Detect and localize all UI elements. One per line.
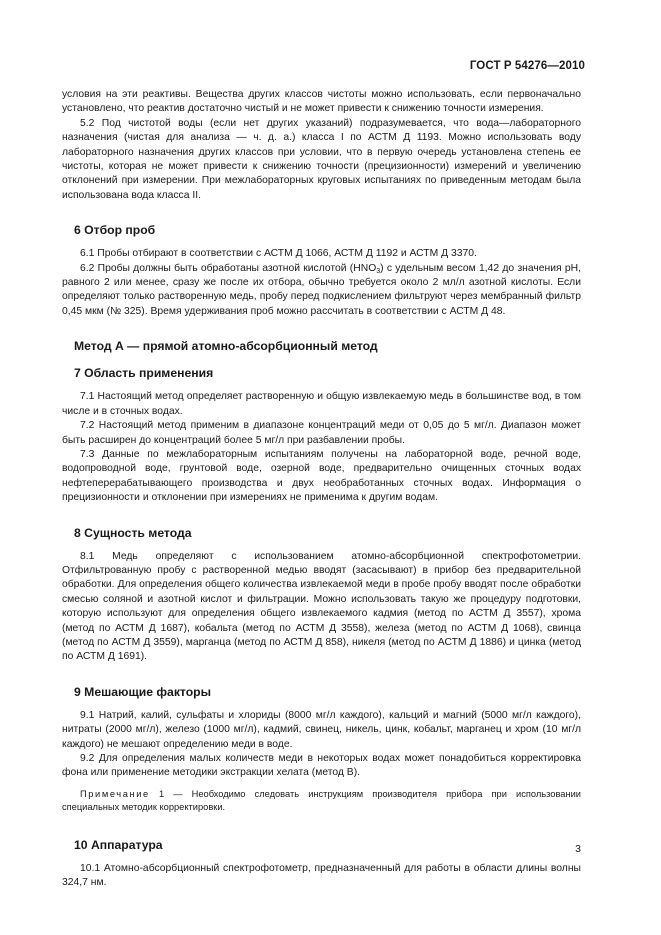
document-body <box>62 88 581 891</box>
note-text: 1 — Необходимо следовать инструкциям производителя прибора при использовании специальных методик корректировки. <box>62 788 581 812</box>
note-1 <box>62 788 581 814</box>
paragraph-8-1: 8.1 Медь определяют с использованием атомно-абсорбционной спектрофотометрии. Отфильтрованную пробу с растворенной медью вводят (засасывают) в прибор без предварительной обработки. Для определения общего количества извлекаемой меди в пробе пробу вводят после обработки смесью соляной и азотной кислот и фильтрации. Можно использовать такую же процедуру подготовки, которую используют для определения общего извлекаемого кадмия (метод по АСТМ Д 3557), хрома (метод по АСТМ Д 1687), кобальта (метод по АСТМ Д 3558), железа (метод по АСТМ Д 1068), свинца (метод по АСТМ Д 3559), марганца (метод по АСТМ Д 858), никеля (метод по АСТМ Д 1886) и цинка (метод по АСТМ Д 1691). <box>62 550 581 663</box>
paragraph-6-2 <box>62 262 581 320</box>
paragraph-7-2: 7.2 Настоящий метод применим в диапазоне концентраций меди от 0,05 до 5 мг/л. Диапазон может быть расширен до концентраций более 5 мг/л при разбавлении пробы. <box>62 420 581 446</box>
paragraph-10-1: 10.1 Атомно-абсорбционный спектрофотометр, предназначенный для работы в области длины волны 324,7 нм. <box>62 862 581 889</box>
paragraph-5-2: 5.2 Под чистотой воды (если нет других указаний) подразумевается, что вода—лабораторного назначения (чистая для анализа — ч. д. а.) класса I по АСТМ Д 1193. Можно использовать воду лабораторного назначения других классов при условии, что в первую очередь установлена степень ее чистоты, которая не может привести к снижению точности (прецизионности) измерений и увеличению отклонений при измерении. При межлабораторных круговых испытаниях по приведенным методам была использована вода класса II. <box>62 117 581 201</box>
section-heading-10: 10 Аппаратура <box>74 837 163 852</box>
nitric-acid-subscript: 3 <box>376 267 381 275</box>
document-code: ГОСТ Р 54276—2010 <box>469 60 585 72</box>
paragraph-9-1: 9.1 Натрий, калий, сульфаты и хлориды (8000 мг/л каждого), кальций и магний (5000 мг/л каждого), нитраты (2000 мг/л), железо (1000 мг/л), кадмий, свинец, никель, цинк, кобальт, марганец и хром (10 мг/л каждого) не мешают определению меди в воде. <box>62 709 581 750</box>
paragraph-6-1: 6.1 Пробы отбирают в соответствии с АСТМ Д 1066, АСТМ Д 1192 и АСТМ Д 3370. <box>80 248 477 260</box>
paragraph-6-2-start: 6.2 Пробы должны быть обработаны азотной кислотой (HNO <box>80 262 377 274</box>
paragraph-7-3: 7.3 Данные по межлабораторным испытаниям получены на лабораторной воде, речной воде, водопроводной воде, грунтовой воде, озерной воде, предварительно очищенных сточных водах нефтеперерабатывающего производства и двух необработанных сточных водах. Информация о прецизионности и отклонении при измерениях не применима к другим водам. <box>62 448 581 504</box>
section-heading-7: 7 Область применения <box>74 366 214 381</box>
paragraph-6-2-end: ) с удельным весом 1,42 до значения pH, равного 2 или менее, сразу же после их отбора, обычно требуется около 2 мл/л азотной кислоты. Если определяют только растворенную медь, пробу перед подкислением фильтруют через мембранный фильтр 0,45 мкм (№ 325). Время удерживания проб можно рассчитать в соответствии с АСТМ Д 48. <box>62 262 581 317</box>
paragraph-7-1: 7.1 Настоящий метод определяет растворенную и общую извлекаемую медь в большинстве вод, в том числе и в сточных водах. <box>62 391 581 417</box>
paragraph-9-2: 9.2 Для определения малых количеств меди в некоторых водах может понадобиться корректировка фона или применение методики экстракции хелата (метод В). <box>62 753 581 779</box>
section-heading-8: 8 Сущность метода <box>74 525 192 540</box>
section-heading-9: 9 Мешающие факторы <box>74 684 212 699</box>
note-label: Примечание <box>80 788 150 799</box>
section-heading-6: 6 Отбор проб <box>74 223 156 238</box>
continued-paragraph: условия на эти реактивы. Вещества других классов чистоты можно использовать, если первоначально установлено, что реактив достаточно чистый и не может привести к снижению точности измерения. <box>62 89 581 115</box>
page-number: 3 <box>575 843 581 855</box>
method-a-heading: Метод А — прямой атомно-абсорбционный метод <box>74 339 378 354</box>
